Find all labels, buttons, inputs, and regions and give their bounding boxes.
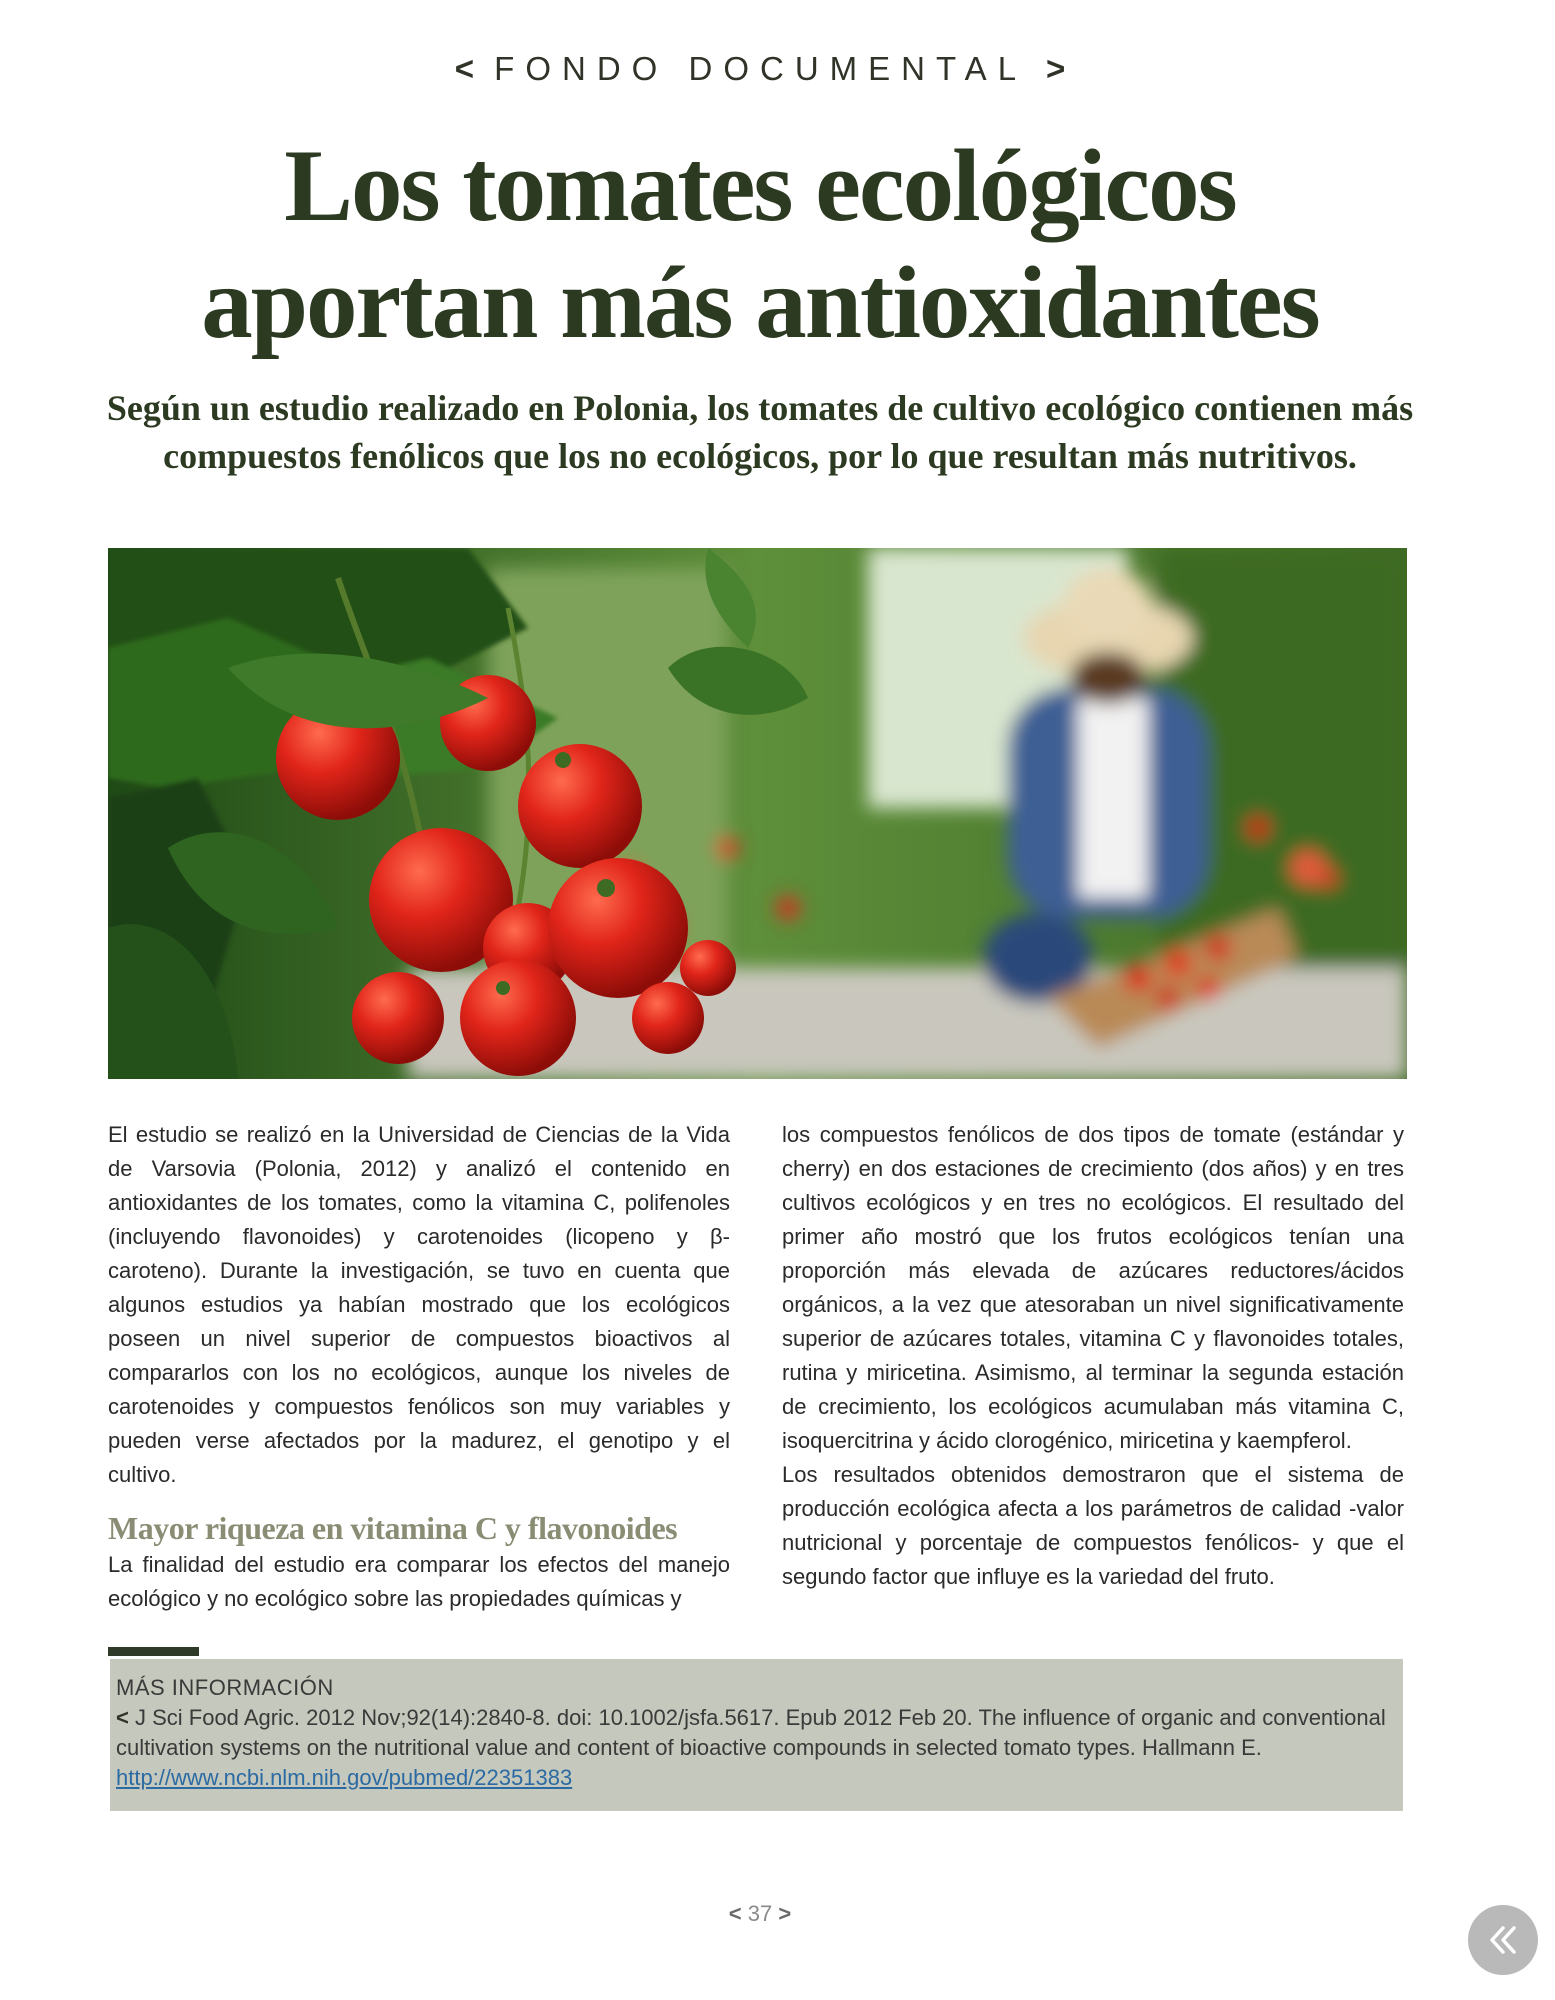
kicker-right-chevron: > [1046, 50, 1066, 87]
section-kicker [0, 50, 1520, 88]
article-column-right [782, 1118, 1404, 1594]
article-paragraph-1: El estudio se realizó en la Universidad de Ciencias de la Vida de Varsovia (Polonia, 2012) y analizó el contenido en antioxidantes de los tomates, como la vitamina C, polifenoles (incluyendo flavonoides) y carotenoides (licopeno y β-caroteno). Durante la investigación, se tuvo en cuenta que algunos estudios ya habían mostrado que los ecológicos poseen un nivel superior de compuestos bioactivos al compararlos con los no ecológicos, aunque los niveles de carotenoides y compuestos fenólicos son muy variables y pueden verse afectados por la madurez, el genotipo y el cultivo. [108, 1122, 730, 1487]
page-right-chevron: > [778, 1901, 792, 1926]
article-subtitle: Según un estudio realizado en Polonia, los tomates de cultivo ecológico contienen más compuestos fenólicos que los no ecológicos, por lo que resultan más nutritivos. [106, 388, 1414, 476]
tomato-greenhouse-photo [108, 548, 1407, 1079]
article-paragraph-4: Los resultados obtenidos demostraron que el sistema de producción ecológica afecta a los parámetros de calidad -valor nutricional y porcentaje de compuestos fenólicos- y que el segundo factor que influye es la variedad del fruto. [782, 1462, 1404, 1589]
more-info-reference [116, 1703, 1393, 1793]
info-accent-bar [108, 1647, 199, 1656]
double-chevron-left-icon [1483, 1920, 1523, 1960]
article-title [100, 128, 1420, 362]
article-paragraph-2: La finalidad del estudio era comparar los efectos del manejo ecológico y no ecológico sobre las propiedades químicas y [108, 1552, 730, 1611]
reference-chevron: < [116, 1705, 129, 1730]
pubmed-link[interactable]: http://www.ncbi.nlm.nih.gov/pubmed/22351383 [116, 1765, 573, 1790]
section-heading: Mayor riqueza en vitamina C y flavonoides [108, 1510, 678, 1546]
page-left-chevron: < [728, 1901, 742, 1926]
page-number-value: 37 [747, 1901, 773, 1926]
reference-text: J Sci Food Agric. 2012 Nov;92(14):2840-8. doi: 10.1002/jsfa.5617. Epub 2012 Feb 20. The influence of organic and conventional cultivation systems on the nutritional value and content of bioactive compounds in selected tomato types. Hallmann E. [116, 1705, 1386, 1760]
article-paragraph-3: los compuestos fenólicos de dos tipos de tomate (estándar y cherry) en dos estaciones de crecimiento (dos años) y en tres cultivos ecológicos y en tres no ecológicos. El resultado del primer año mostró que los frutos ecológicos tenían una proporción más elevada de azúcares reductores/ácidos orgánicos, a la vez que atesoraban un nivel significativamente superior de azúcares totales, vitamina C y flavonoides totales, rutina y miricetina. Asimismo, al terminar la segunda estación de crecimiento, los ecológicos acumulaban más vitamina C, isoquercitrina y ácido clorogénico, miricetina y kaempferol. [782, 1122, 1404, 1453]
kicker-text: FONDO DOCUMENTAL [494, 50, 1026, 87]
title-line-2: aportan más antioxidantes [201, 246, 1319, 360]
article-column-left [108, 1118, 730, 1616]
kicker-left-chevron: < [454, 50, 474, 87]
back-button[interactable] [1468, 1905, 1538, 1975]
more-info-box [110, 1659, 1403, 1811]
more-info-title: MÁS INFORMACIÓN [116, 1675, 334, 1700]
page-number [0, 1901, 1520, 1927]
title-line-1: Los tomates ecológicos [284, 129, 1236, 243]
